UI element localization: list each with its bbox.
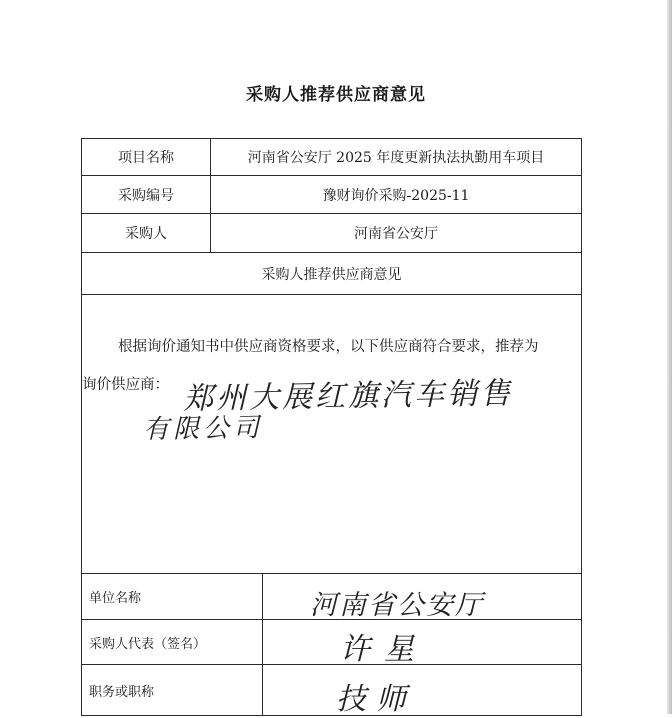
label-project-name: 项目名称 bbox=[81, 138, 211, 176]
opinion-prefix: 询价供应商： bbox=[82, 377, 169, 393]
scan-edge bbox=[667, 0, 672, 714]
handwritten-supplier-line2: 有限公司 bbox=[142, 412, 264, 446]
handwritten-position: 技师 bbox=[336, 682, 416, 717]
handwritten-signature: 许星 bbox=[340, 632, 428, 667]
label-position: 职务或职称 bbox=[81, 664, 263, 716]
page-title: 采购人推荐供应商意见 bbox=[246, 85, 426, 105]
label-unit-name: 单位名称 bbox=[81, 573, 263, 620]
handwritten-supplier-line1: 郑州大展红旗汽车销售 bbox=[182, 376, 514, 417]
label-procurement-number: 采购编号 bbox=[81, 175, 211, 214]
value-position-box bbox=[262, 664, 582, 716]
label-representative: 采购人代表（签名） bbox=[81, 619, 263, 665]
value-procurement-number: 豫财询价采购-2025-11 bbox=[210, 175, 582, 214]
label-purchaser: 采购人 bbox=[81, 213, 211, 253]
opinion-text-line1: 根据询价通知书中供应商资格要求，以下供应商符合要求，推荐为 bbox=[118, 339, 539, 355]
handwritten-unit-name: 河南省公安厅 bbox=[310, 590, 484, 621]
value-purchaser: 河南省公安厅 bbox=[210, 213, 582, 253]
section-heading: 采购人推荐供应商意见 bbox=[81, 252, 582, 295]
value-project-name: 河南省公安厅 2025 年度更新执法执勤用车项目 bbox=[210, 138, 582, 176]
